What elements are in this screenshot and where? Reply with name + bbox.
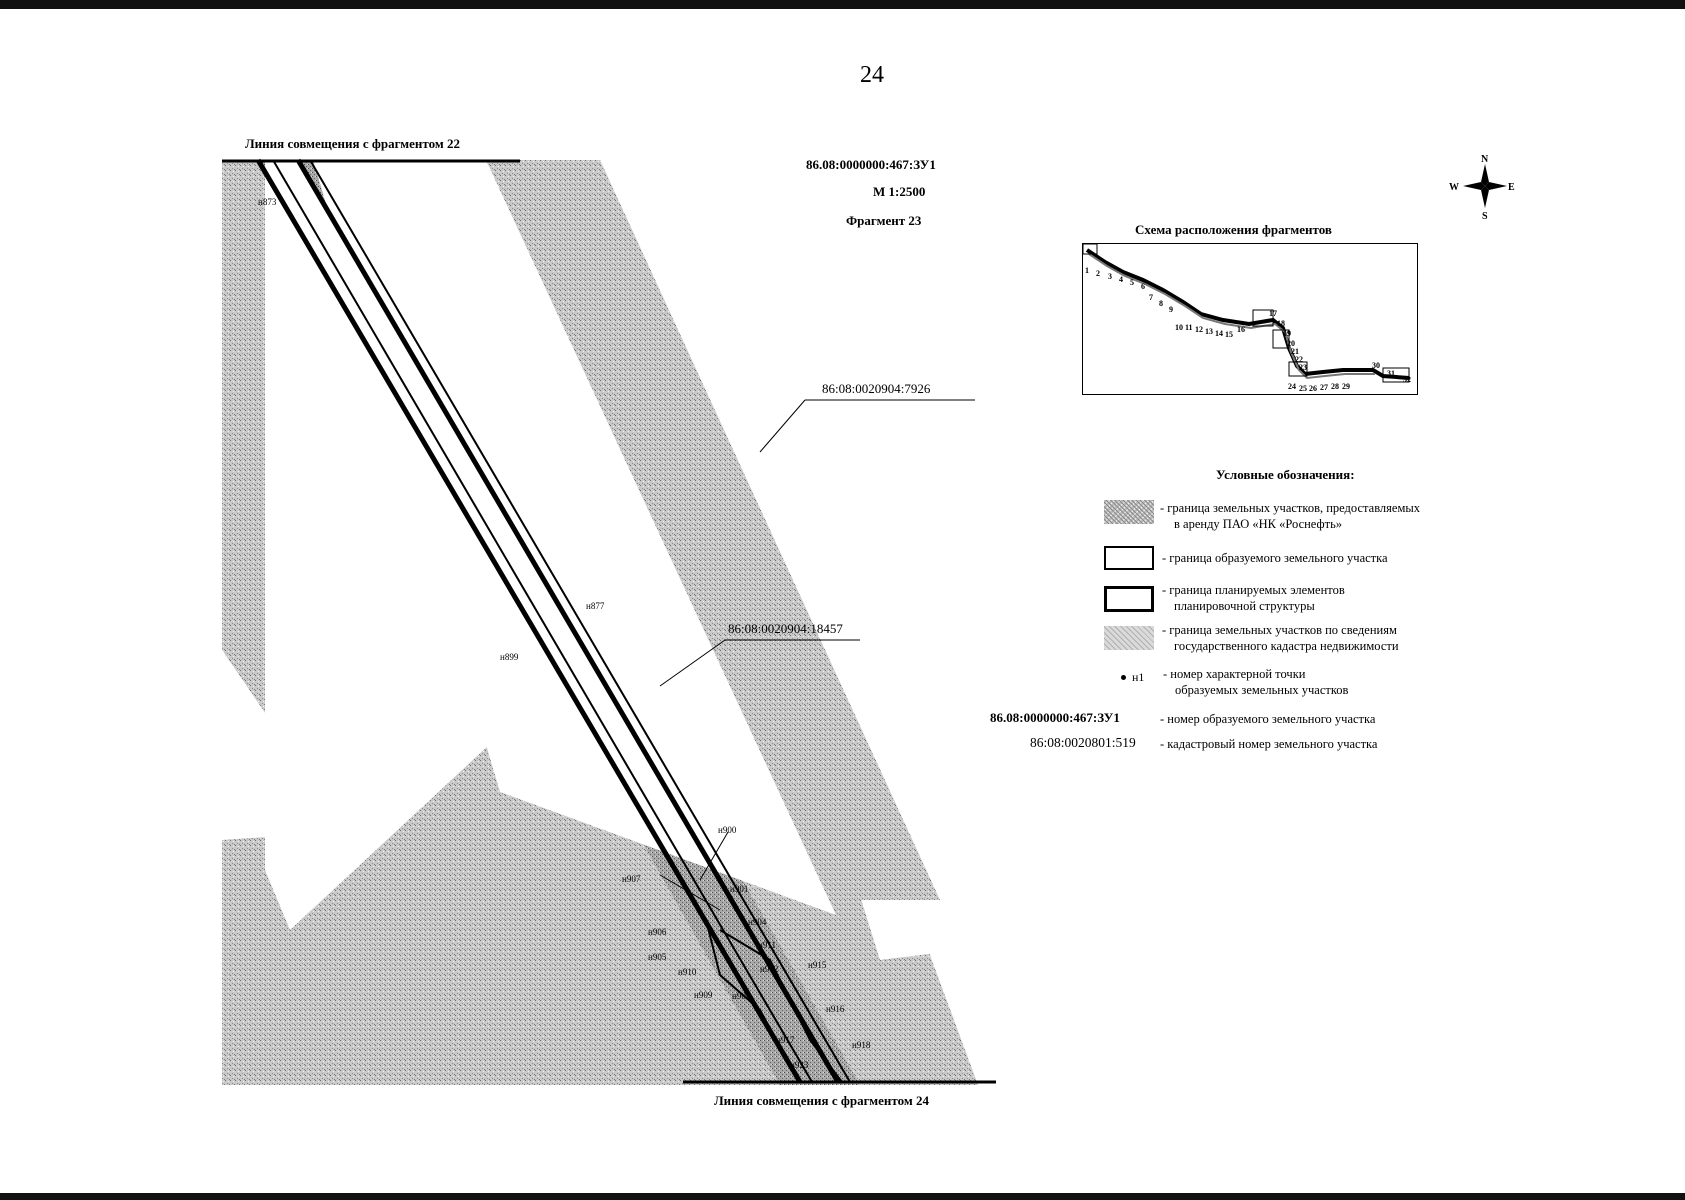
svg-text:16: 16: [1237, 325, 1245, 334]
page-number: 24: [860, 62, 884, 88]
svg-text:8: 8: [1159, 299, 1163, 308]
svg-text:17: 17: [1269, 309, 1277, 318]
cadastral-label-7926: 86:08:0020904:7926: [822, 381, 931, 396]
svg-text:6: 6: [1141, 282, 1145, 291]
join-line-bottom-label: Линия совмещения с фрагментом 24: [714, 1093, 929, 1108]
compass-west-label: W: [1449, 182, 1459, 193]
cadastral-label-18457: 86:08:0020904:18457: [728, 621, 843, 636]
join-line-top-label: Линия совмещения с фрагментом 22: [245, 136, 460, 151]
compass-rose: [1445, 152, 1515, 220]
svg-text:4: 4: [1119, 275, 1123, 284]
svg-text:27: 27: [1320, 383, 1328, 392]
svg-text:12: 12: [1195, 325, 1203, 334]
point-label: н916: [826, 1004, 845, 1014]
svg-text:32: 32: [1403, 375, 1411, 384]
point-label: н877: [586, 601, 605, 611]
svg-text:3: 3: [1108, 272, 1112, 281]
fragment-label: Фрагмент 23: [846, 213, 922, 228]
svg-text:13: 13: [1205, 327, 1213, 336]
legend-item-lease: - граница земельных участков, предоставляемых в аренду ПАО «НК «Роснефть»: [1160, 501, 1421, 531]
svg-text:19: 19: [1283, 329, 1291, 338]
leader-7926: [760, 400, 805, 452]
point-label: н917: [776, 1035, 795, 1045]
svg-text:14: 14: [1215, 329, 1223, 338]
point-label: н908: [732, 991, 751, 1001]
svg-text:11: 11: [1185, 323, 1193, 332]
svg-text:23: 23: [1299, 363, 1307, 372]
compass-north-label: N: [1481, 154, 1489, 165]
legend-point-symbol: [1121, 675, 1126, 680]
legend-item-planning-boundary: - граница планируемых элементов планировочной структуры: [1162, 583, 1345, 613]
fragment-scheme: [1082, 243, 1418, 395]
legend-item-parcel-boundary: - граница образуемого земельного участка: [1162, 551, 1388, 565]
point-label: н923: [790, 1060, 809, 1070]
legend-item-cadastral-number: - кадастровый номер земельного участка: [1160, 737, 1378, 751]
point-label: н905: [648, 952, 667, 962]
point-label: н899: [500, 652, 519, 662]
legend-swatch-parcel-boundary: [1104, 546, 1154, 570]
point-label: н910: [678, 967, 697, 977]
parcel-id-title: 86.08:0000000:467:ЗУ1: [806, 157, 936, 172]
compass-south-label: S: [1482, 211, 1488, 220]
svg-text:10: 10: [1175, 323, 1183, 332]
point-label: н918: [852, 1040, 871, 1050]
svg-text:24: 24: [1288, 382, 1296, 391]
point-label: н873: [258, 197, 277, 207]
svg-text:7: 7: [1149, 293, 1153, 302]
point-label: н912: [760, 964, 779, 974]
legend-title: Условные обозначения:: [1216, 467, 1355, 482]
legend-item-zu: - номер образуемого земельного участка: [1160, 712, 1376, 726]
svg-text:2: 2: [1096, 269, 1100, 278]
legend-swatch-lease: [1104, 500, 1154, 524]
svg-text:25: 25: [1299, 384, 1307, 393]
svg-text:21: 21: [1291, 347, 1299, 356]
point-label: н911: [758, 940, 776, 950]
svg-text:1: 1: [1085, 266, 1089, 275]
point-label: н904: [748, 917, 767, 927]
point-label: н900: [718, 825, 737, 835]
legend-zu-example: 86.08:0000000:467:ЗУ1: [990, 710, 1120, 725]
legend-point-symbol-label: н1: [1132, 670, 1145, 684]
svg-text:29: 29: [1342, 382, 1350, 391]
legend-cadastral-example: 86:08:0020801:519: [1030, 735, 1136, 750]
legend-swatch-cadastre: [1104, 626, 1154, 650]
point-label: н915: [808, 960, 827, 970]
legend-item-cadastre: - граница земельных участков по сведениям государственного кадастра недвижимости: [1162, 623, 1399, 653]
point-label: н906: [648, 927, 667, 937]
svg-text:31: 31: [1387, 369, 1395, 378]
legend-item-point-number: - номер характерной точки образуемых земельных участков: [1163, 667, 1349, 697]
point-label: н909: [694, 990, 713, 1000]
svg-text:26: 26: [1309, 384, 1317, 393]
svg-text:9: 9: [1169, 305, 1173, 314]
svg-text:22: 22: [1295, 355, 1303, 364]
compass-east-label: E: [1508, 182, 1515, 193]
svg-text:30: 30: [1372, 361, 1380, 370]
svg-text:28: 28: [1331, 382, 1339, 391]
scale-label: М 1:2500: [873, 184, 926, 199]
map-canvas: [222, 160, 978, 1085]
svg-text:20: 20: [1287, 339, 1295, 348]
point-label: н901: [730, 884, 749, 894]
svg-text:15: 15: [1225, 330, 1233, 339]
legend-swatch-planning-boundary: [1104, 586, 1154, 612]
scheme-diagram: [1083, 244, 1417, 394]
svg-text:5: 5: [1130, 278, 1134, 287]
point-label: н907: [622, 874, 641, 884]
svg-text:18: 18: [1277, 319, 1285, 328]
scheme-title: Схема расположения фрагментов: [1135, 222, 1332, 237]
